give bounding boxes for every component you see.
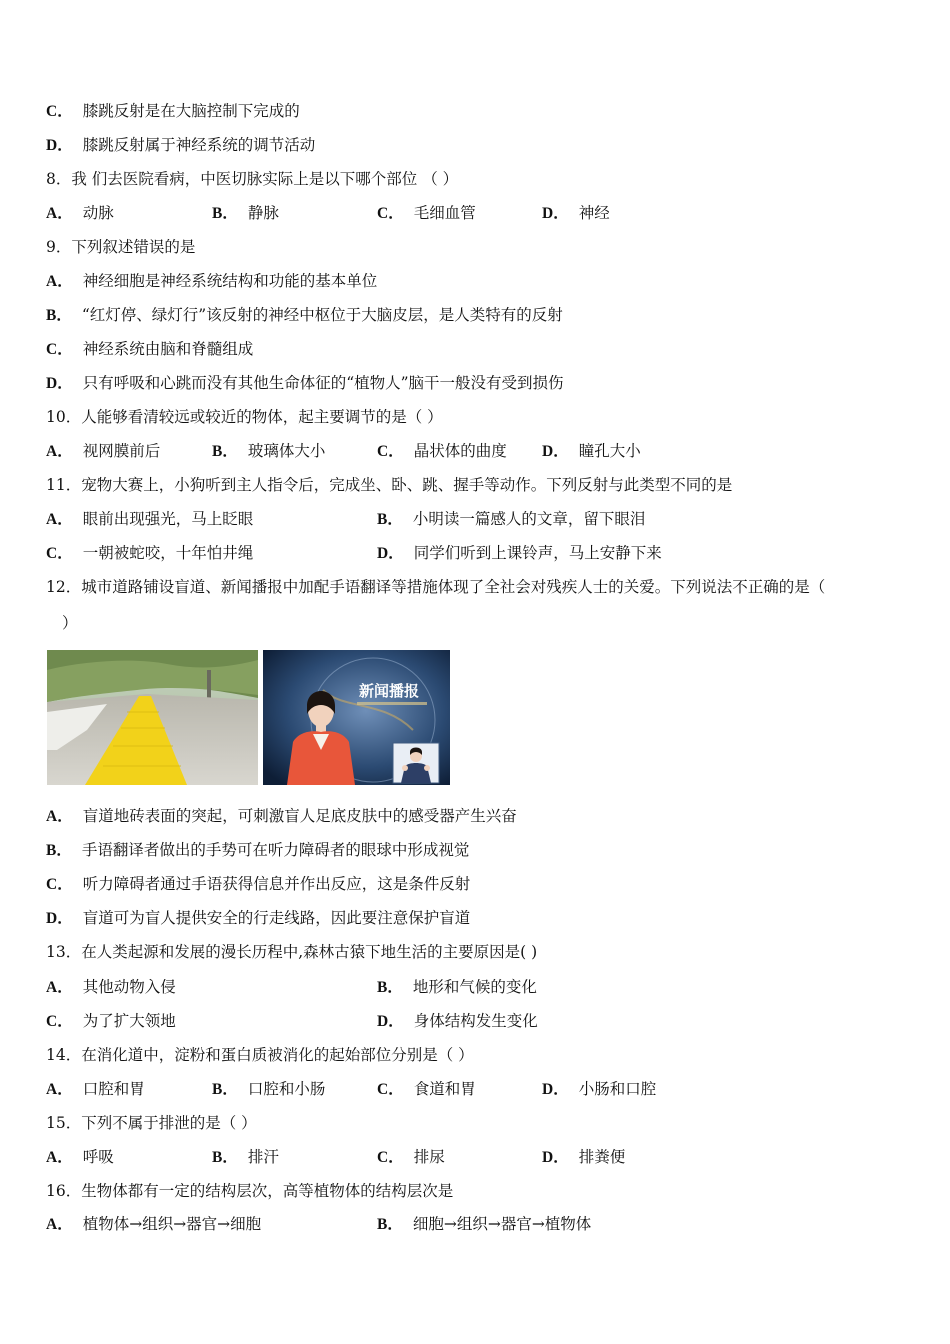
q14-option-a: A． 口腔和胃 xyxy=(46,1080,145,1098)
q7-option-d: D． 膝跳反射属于神经系统的调节活动 xyxy=(46,136,316,154)
q12-option-c: C． 听力障碍者通过手语获得信息并作出反应，这是条件反射 xyxy=(46,875,471,893)
q9-stem: 9．下列叙述错误的是 xyxy=(46,238,196,256)
q16-option-b: B． 细胞→组织→器官→植物体 xyxy=(377,1215,592,1233)
q9-option-d: D． 只有呼吸和心跳而没有其他生命体征的“植物人”脑干一般没有受到损伤 xyxy=(46,374,564,392)
q15-option-a: A． 呼吸 xyxy=(46,1148,114,1166)
q13-option-d: D． 身体结构发生变化 xyxy=(377,1012,538,1030)
q12-stem: 12．城市道路铺设盲道、新闻播报中加配手语翻译等措施体现了全社会对残疾人士的关爱。下列说法不正确的是（ xyxy=(46,578,826,596)
q9-option-c: C． 神经系统由脑和脊髓组成 xyxy=(46,340,254,358)
q8-option-c: C． 毛细血管 xyxy=(377,204,476,222)
q12-option-b: B． 手语翻译者做出的手势可在听力障碍者的眼球中形成视觉 xyxy=(46,841,470,859)
q13-stem: 13．在人类起源和发展的漫长历程中,森林古猿下地生活的主要原因是( ) xyxy=(46,943,538,961)
q13-option-c: C． 为了扩大领地 xyxy=(46,1012,176,1030)
tactile-paving-photo xyxy=(47,650,258,785)
q8-option-a: A． 动脉 xyxy=(46,204,114,222)
q12-option-d: D． 盲道可为盲人提供安全的行走线路，因此要注意保护盲道 xyxy=(46,909,471,927)
q8-option-d: D． 神经 xyxy=(542,204,610,222)
q9-option-b: B． “红灯停、绿灯行”该反射的神经中枢位于大脑皮层，是人类特有的反射 xyxy=(46,306,563,324)
q15-option-b: B． 排汗 xyxy=(212,1148,279,1166)
q10-stem: 10．人能够看清较远或较近的物体，起主要调节的是（ ） xyxy=(46,408,443,426)
q10-option-b: B． 玻璃体大小 xyxy=(212,442,326,460)
q12-stem-continuation: ） xyxy=(62,614,78,632)
q10-option-a: A． 视网膜前后 xyxy=(46,442,161,460)
q14-option-d: D． 小肠和口腔 xyxy=(542,1080,657,1098)
q9-option-a: A． 神经细胞是神经系统结构和功能的基本单位 xyxy=(46,272,378,290)
q8-stem: 8．我 们去医院看病，中医切脉实际上是以下哪个部位 （ ） xyxy=(46,170,459,188)
q15-option-d: D． 排粪便 xyxy=(542,1148,626,1166)
q11-option-a: A． 眼前出现强光，马上眨眼 xyxy=(46,510,254,528)
q13-option-a: A． 其他动物入侵 xyxy=(46,978,176,996)
q11-option-c: C． 一朝被蛇咬，十年怕井绳 xyxy=(46,544,254,562)
q14-stem: 14．在消化道中，淀粉和蛋白质被消化的起始部位分别是（ ） xyxy=(46,1046,474,1064)
news-broadcast-photo xyxy=(263,650,450,785)
q11-option-d: D． 同学们听到上课铃声，马上安静下来 xyxy=(377,544,662,562)
q15-stem: 15．下列不属于排泄的是（ ） xyxy=(46,1114,257,1132)
q14-option-b: B． 口腔和小肠 xyxy=(212,1080,326,1098)
q15-option-c: C． 排尿 xyxy=(377,1148,445,1166)
q7-option-c: C． 膝跳反射是在大脑控制下完成的 xyxy=(46,102,300,120)
q11-stem: 11．宠物大赛上，小狗听到主人指令后，完成坐、卧、跳、握手等动作。下列反射与此类型不同的是 xyxy=(46,476,733,494)
news-title-overlay: 新闻播报 xyxy=(359,682,420,700)
q10-option-c: C． 晶状体的曲度 xyxy=(377,442,507,460)
q8-option-b: B． 静脉 xyxy=(212,204,279,222)
q11-option-b: B． 小明读一篇感人的文章，留下眼泪 xyxy=(377,510,646,528)
q16-stem: 16．生物体都有一定的结构层次，高等植物体的结构层次是 xyxy=(46,1182,454,1200)
q13-option-b: B． 地形和气候的变化 xyxy=(377,978,537,996)
q12-option-a: A． 盲道地砖表面的突起，可刺激盲人足底皮肤中的感受器产生兴奋 xyxy=(46,807,517,825)
q16-option-a: A． 植物体→组织→器官→细胞 xyxy=(46,1215,262,1233)
q10-option-d: D． 瞳孔大小 xyxy=(542,442,641,460)
q14-option-c: C． 食道和胃 xyxy=(377,1080,476,1098)
